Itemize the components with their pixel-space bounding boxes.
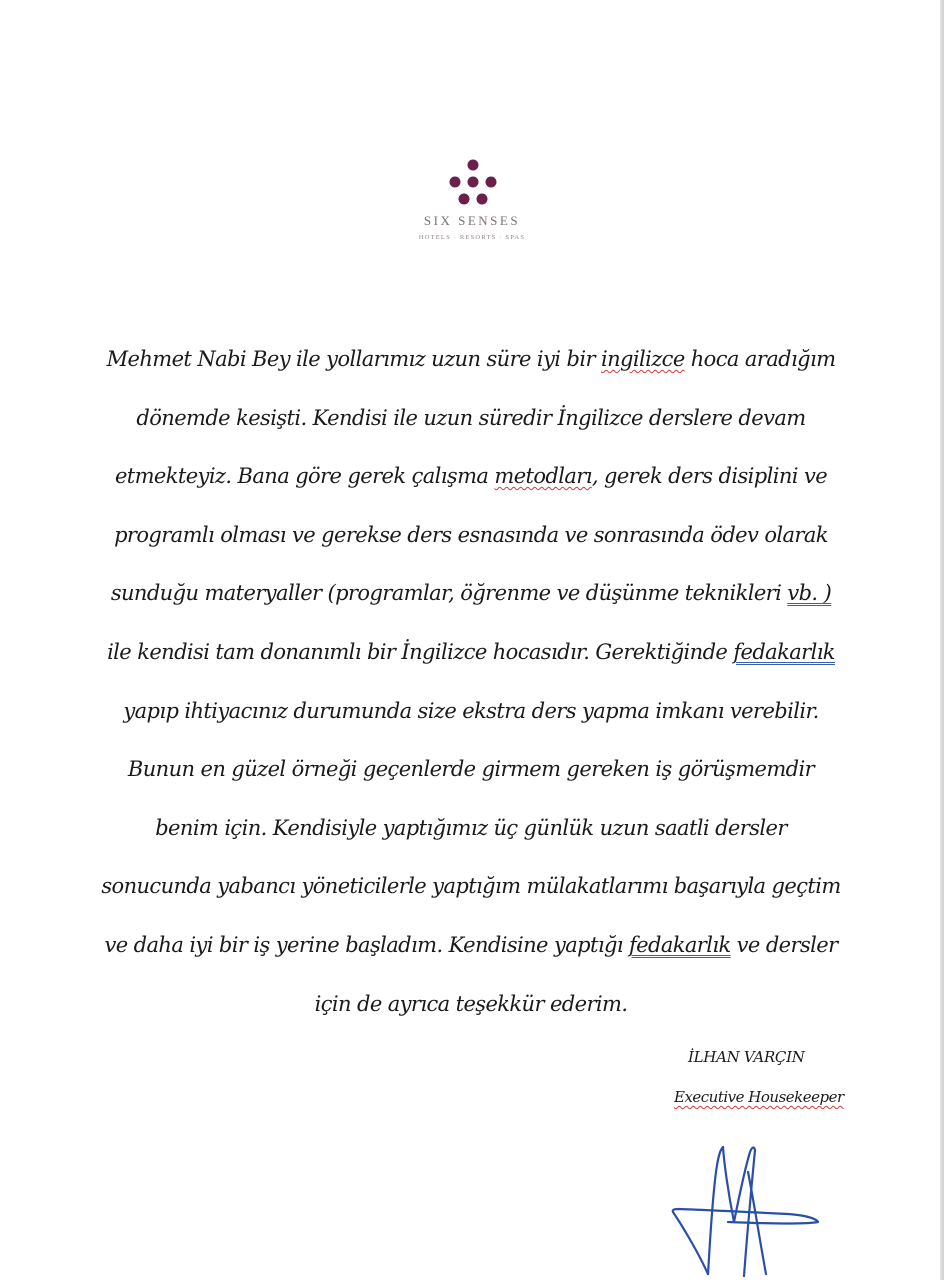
- grammar-flagged-word: fedakarlık: [628, 932, 731, 957]
- handwritten-signature: [668, 1142, 828, 1280]
- text-run: ile kendisi tam donanımlı bir İngilizce hocasıdır. Gerektiğinde: [107, 639, 734, 664]
- signatory-name: İLHAN VARÇIN: [688, 1048, 805, 1066]
- letter-line: [96, 447, 846, 506]
- logo-dots: [398, 150, 546, 210]
- letter-line: [96, 857, 846, 916]
- letter-body: [96, 330, 846, 1033]
- text-run: , gerek ders disiplini ve: [591, 464, 828, 489]
- letter-line: [96, 799, 846, 858]
- text-run: sunduğu materyaller (programlar, öğrenme ve düşünme teknikleri: [110, 581, 788, 606]
- text-run: dönemde kesişti. Kendisi ile uzun süredir İngilizce derslere devam: [136, 405, 806, 430]
- text-run: Bunun en güzel örneği geçenlerde girmem gereken iş görüşmemdir: [127, 757, 815, 782]
- signatory-title: Executive Housekeeper: [674, 1088, 844, 1106]
- letter-line: [96, 682, 846, 741]
- text-run: etmekteyiz. Bana göre gerek çalışma: [114, 464, 495, 489]
- letter-line: [96, 740, 846, 799]
- letter-line: [96, 916, 846, 975]
- text-run: programlı olması ve gerekse ders esnasında ve sonrasında ödev olarak: [114, 522, 828, 547]
- letter-line: [96, 389, 846, 448]
- letter-line: [96, 975, 846, 1034]
- text-run: benim için. Kendisiyle yaptığımız üç günlük uzun saatli dersler: [155, 815, 787, 840]
- logo-dot: [459, 194, 470, 205]
- six-senses-logo: [398, 150, 546, 250]
- text-run: ve daha iyi bir iş yerine başladım. Kendisine yaptığı: [104, 932, 629, 957]
- spelling-flagged-word: metodları: [494, 464, 592, 489]
- page-edge-shadow: [940, 0, 944, 1280]
- text-run: hoca aradığım: [684, 347, 836, 371]
- logo-dot: [450, 177, 461, 188]
- letter-line: [96, 506, 846, 565]
- grammar-flagged-word: vb. ): [787, 581, 832, 606]
- letter-line: [96, 623, 846, 682]
- spelling-flagged-word: ingilizce: [600, 347, 685, 371]
- letter-line: [96, 564, 846, 623]
- text-run: ve dersler: [730, 932, 838, 957]
- grammar-flagged-word: fedakarlık: [733, 639, 835, 664]
- logo-dot: [486, 177, 497, 188]
- text-run: Mehmet Nabi Bey ile yollarımız uzun süre iyi bir: [106, 347, 601, 371]
- text-run: yapıp ihtiyacınız durumunda size ekstra ders yapma imkanı verebilir.: [123, 698, 819, 723]
- logo-tagline: HOTELS · RESORTS · SPAS: [418, 234, 526, 241]
- text-run: sonucunda yabancı yöneticilerle yaptığım mülakatlarımı başarıyla geçtim: [101, 874, 841, 899]
- logo-dot: [468, 177, 479, 188]
- logo-brand-name: SIX SENSES: [423, 213, 521, 228]
- logo-dot: [468, 160, 479, 171]
- logo-dot: [477, 194, 488, 205]
- letter-line: [96, 330, 846, 389]
- text-run: için de ayrıca teşekkür ederim.: [314, 991, 628, 1016]
